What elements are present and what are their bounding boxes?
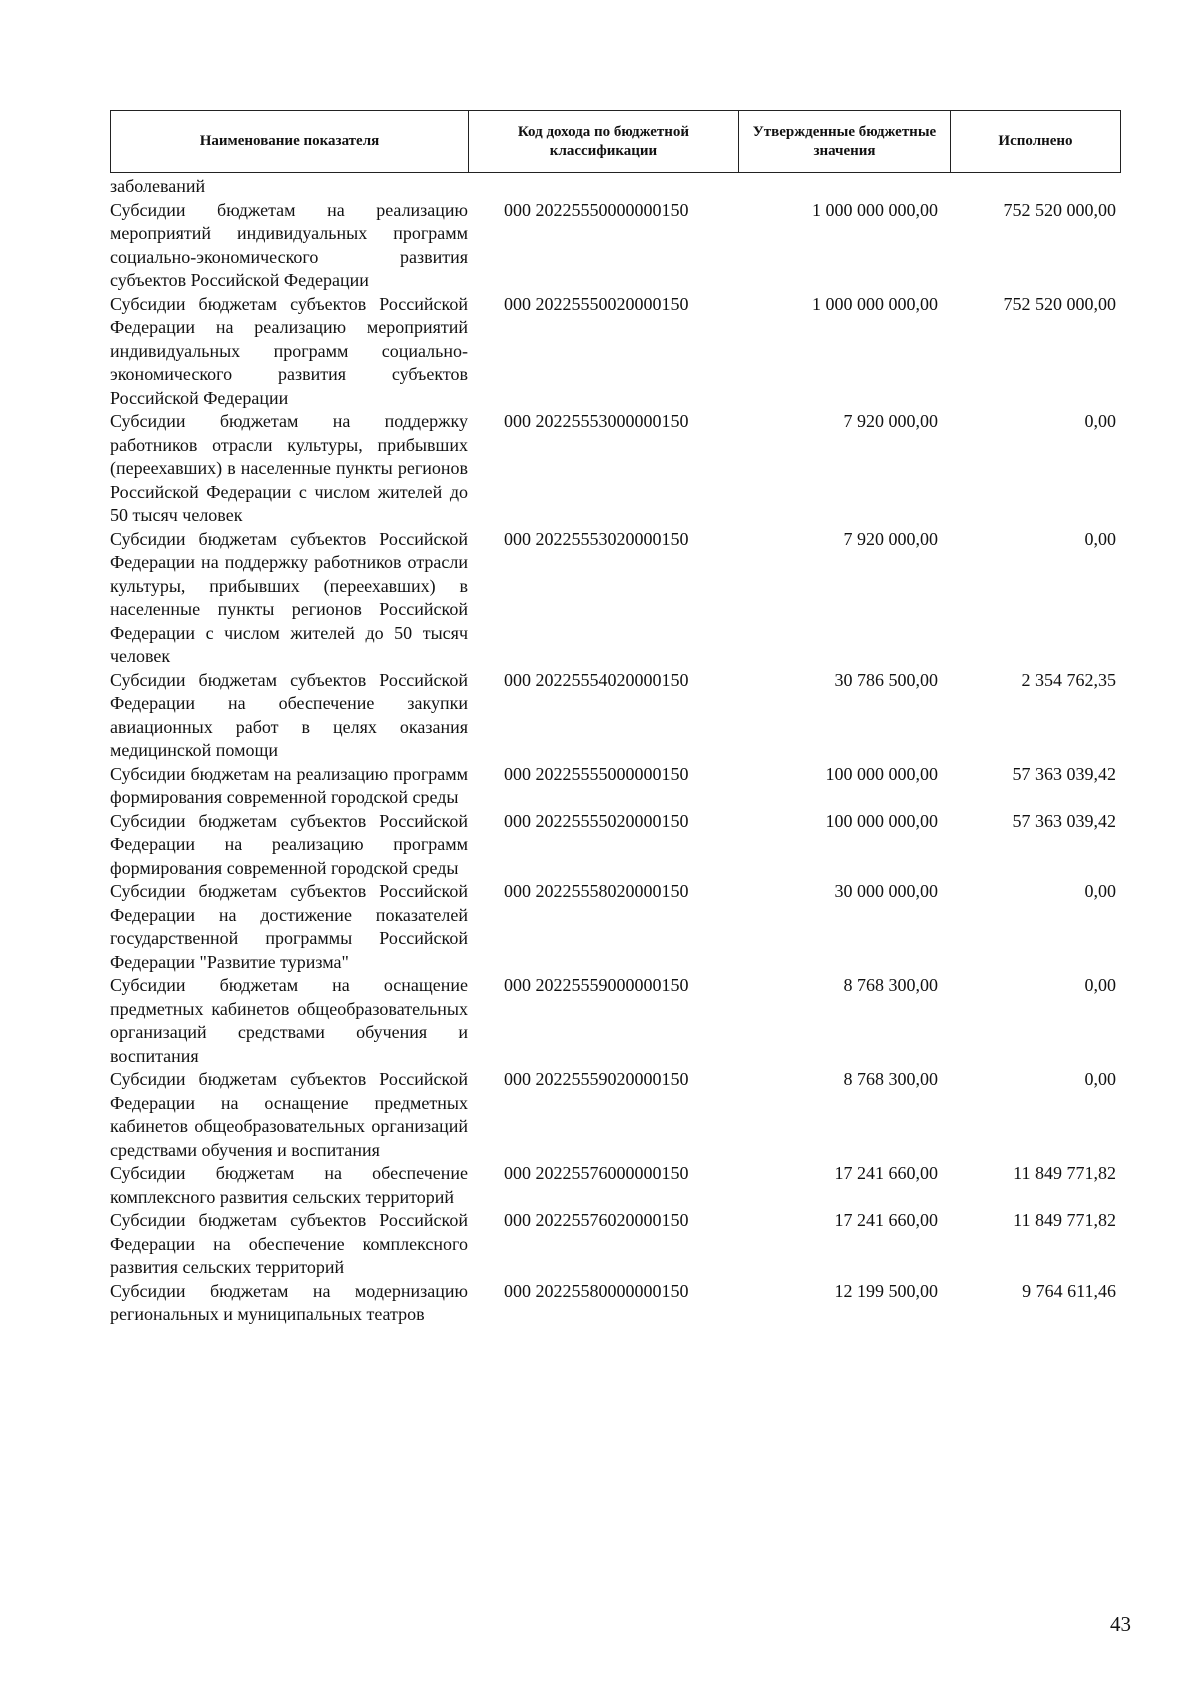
table-row <box>110 974 1120 1068</box>
row-name: Субсидии бюджетам субъектов Российской Федерации на оснащение предметных кабинетов общеобразовательных организаций средствами обучения и воспитания <box>110 1069 468 1160</box>
row-executed: 9 764 611,46 <box>1022 1280 1116 1301</box>
table-row <box>110 1068 1120 1162</box>
row-approved: 1 000 000 000,00 <box>812 293 938 314</box>
table-row <box>110 293 1120 411</box>
table-body <box>110 175 1120 1327</box>
row-name: Субсидии бюджетам субъектов Российской Федерации на поддержку работников отрасли культуры, прибывших (переехавших) в населенные пункты регионов Российской Федерации с числом жителей до 50 тысяч человек <box>110 528 468 666</box>
table-row <box>110 528 1120 669</box>
row-name: Субсидии бюджетам субъектов Российской Федерации на обеспечение комплексного развития сельских территорий <box>110 1210 468 1277</box>
row-approved: 8 768 300,00 <box>843 975 938 995</box>
header-executed: Исполнено <box>951 111 1121 173</box>
table-row <box>110 1209 1120 1280</box>
row-code: 000 20225576020000150 <box>504 1210 689 1230</box>
table-row <box>110 763 1120 810</box>
header-approved: Утвержденные бюджетные значения <box>739 111 951 173</box>
table-row <box>110 175 1120 199</box>
table-row <box>110 669 1120 763</box>
row-executed: 2 354 762,35 <box>1021 669 1116 690</box>
row-approved: 17 241 660,00 <box>834 1163 938 1183</box>
table-row <box>110 199 1120 293</box>
row-approved: 8 768 300,00 <box>843 1069 938 1089</box>
row-approved: 100 000 000,00 <box>825 810 938 831</box>
table-row <box>110 410 1120 528</box>
header-name: Наименование показателя <box>111 111 469 173</box>
row-code: 000 20225559000000150 <box>504 975 689 995</box>
row-executed: 0,00 <box>1084 975 1116 995</box>
row-executed: 11 849 771,82 <box>1013 1163 1116 1183</box>
row-approved: 7 920 000,00 <box>843 528 938 549</box>
row-name: Субсидии бюджетам на поддержку работников отрасли культуры, прибывших (переехавших) в населенные пункты регионов Российской Федерации с числом жителей до 50 тысяч человек <box>110 411 468 525</box>
row-name: Субсидии бюджетам субъектов Российской Федерации на достижение показателей государственной программы Российской Федерации "Развитие туризма" <box>110 881 468 972</box>
row-code: 000 20225576000000150 <box>504 1163 689 1183</box>
header-code: Код дохода по бюджетной классификации <box>469 111 739 173</box>
row-name: Субсидии бюджетам на реализацию программ формирования современной городской среды <box>110 763 468 807</box>
row-code: 000 20225553000000150 <box>504 411 689 431</box>
row-name: Субсидии бюджетам на модернизацию региональных и муниципальных театров <box>110 1280 468 1324</box>
row-name: Субсидии бюджетам на оснащение предметных кабинетов общеобразовательных организаций средствами обучения и воспитания <box>110 975 468 1066</box>
row-executed: 11 849 771,82 <box>1013 1210 1116 1230</box>
row-code: 000 20225558020000150 <box>504 881 689 901</box>
row-executed: 752 520 000,00 <box>1003 293 1116 314</box>
row-code: 000 20225550020000150 <box>504 293 689 314</box>
row-name: Субсидии бюджетам субъектов Российской Федерации на реализацию мероприятий индивидуальных программ социально-экономического развития субъектов Российской Федерации <box>110 293 468 408</box>
row-code: 000 20225550000000150 <box>504 199 689 220</box>
row-approved: 1 000 000 000,00 <box>812 199 938 220</box>
row-approved: 17 241 660,00 <box>834 1210 938 1230</box>
table-row <box>110 1162 1120 1209</box>
report-table <box>110 110 1120 1327</box>
row-code: 000 20225580000000150 <box>504 1280 689 1301</box>
row-code: 000 20225555000000150 <box>504 763 689 784</box>
row-code: 000 20225553020000150 <box>504 528 689 549</box>
row-name: Субсидии бюджетам субъектов Российской Федерации на реализацию программ формирования современной городской среды <box>110 810 468 878</box>
row-name: Субсидии бюджетам субъектов Российской Федерации на обеспечение закупки авиационных работ в целях оказания медицинской помощи <box>110 669 468 760</box>
row-name: Субсидии бюджетам на реализацию мероприятий индивидуальных программ социально-экономического развития субъектов Российской Федерации <box>110 199 468 290</box>
row-executed: 0,00 <box>1084 1069 1116 1089</box>
row-executed: 752 520 000,00 <box>1003 199 1116 220</box>
row-approved: 30 786 500,00 <box>834 669 938 690</box>
row-name: Субсидии бюджетам на обеспечение комплексного развития сельских территорий <box>110 1163 468 1207</box>
row-executed: 57 363 039,42 <box>1012 763 1116 784</box>
row-executed: 57 363 039,42 <box>1012 810 1116 831</box>
row-executed: 0,00 <box>1084 528 1116 549</box>
table-header <box>110 110 1121 173</box>
table-row <box>110 1280 1120 1327</box>
row-approved: 100 000 000,00 <box>825 763 938 784</box>
row-executed: 0,00 <box>1084 411 1116 431</box>
table-row <box>110 880 1120 974</box>
table-row <box>110 810 1120 881</box>
row-approved: 12 199 500,00 <box>834 1280 938 1301</box>
row-name: заболеваний <box>110 176 206 196</box>
row-executed: 0,00 <box>1084 881 1116 901</box>
row-code: 000 20225559020000150 <box>504 1069 689 1089</box>
row-approved: 30 000 000,00 <box>834 881 938 901</box>
row-code: 000 20225554020000150 <box>504 669 689 690</box>
page-number: 43 <box>1110 1612 1131 1636</box>
row-code: 000 20225555020000150 <box>504 810 689 831</box>
row-approved: 7 920 000,00 <box>843 411 938 431</box>
